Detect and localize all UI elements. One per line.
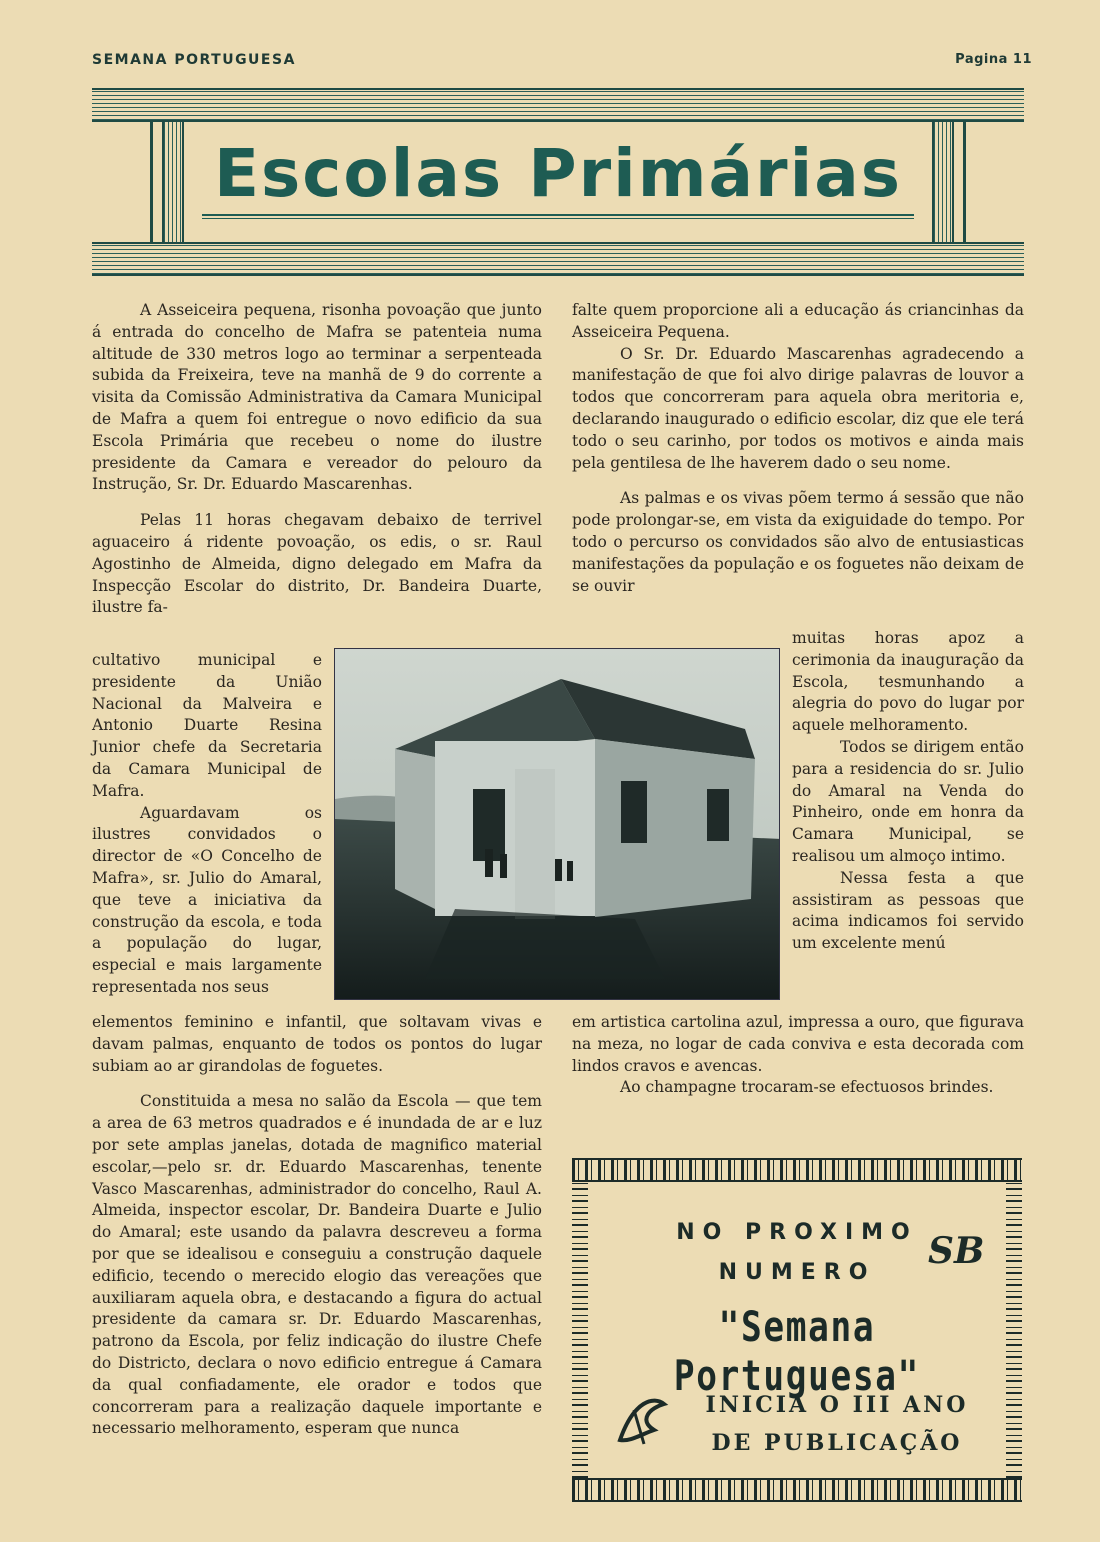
announcement-box <box>572 1158 1022 1502</box>
running-head <box>92 52 1032 76</box>
paragraph: Pelas 11 horas chegavam debaixo de terrivel aguaceiro á ridente povoação, os edis, o sr. Raul Agostinho de Almeida, digno delegado em Mafra da Inspecção Escolar do distrito, Dr. Bandeira Duarte, ilustre fa- <box>92 511 542 617</box>
paragraph: Constituida a mesa no salão da Escola — que tem a area de 63 metros quadrados e é inundada de ar e luz por sete amplas janelas, dotada de magnifico material escolar,—pelo sr. dr. Eduardo Mascarenhas, tenente Vasco Mascarenhas, administrador do concelho, Raul A. Almeida, inspector escolar, Dr. Bandeira Duarte e Julio do Amaral; este usando da palavra descreveu a forma por que se idealisou e conseguiu a construção daquele edificio, tecendo o merecido elogio das vereações que auxiliaram aquela obra, e destacando a figura do actual presidente da camara sr. Dr. Eduardo Mascarenhas, patrono da Escola, por feliz indicação do ilustre Chefe do Districto, declara o novo edificio entregue á Camara da qual confiadamente, ele orador e todos que concorreram para a realização daquele importante e necessario melhoramento, esperam que nunca <box>92 1092 542 1438</box>
title-hatch-top <box>92 88 1024 122</box>
column-1-wrap <box>92 650 322 999</box>
title-underline <box>202 214 914 216</box>
title-underline-thin <box>202 218 914 219</box>
announcement-line-5: DE PUBLICAÇÃO <box>711 1430 963 1456</box>
announcement-line-1: NO PROXIMO <box>676 1220 918 1245</box>
column-2-top <box>572 300 1024 597</box>
page-number: Pagina 11 <box>955 52 1032 67</box>
school-photograph <box>334 648 780 1000</box>
ornamental-border-bottom <box>572 1478 1022 1502</box>
column-1-top <box>92 300 542 619</box>
title-pillar-right <box>932 122 954 242</box>
ornamental-border-left <box>572 1182 588 1478</box>
announcement-line-4: INICIA O III ANO <box>705 1392 969 1418</box>
paragraph: cultativo municipal e presidente da União Nacional da Malveira e Antonio Duarte Resina Junior chefe da Secretaria da Camara Municipal de Mafra. <box>92 651 322 800</box>
title-pillar-left <box>162 122 184 242</box>
announcement-publication-name: "Semana Portuguesa" <box>673 1302 921 1400</box>
column-1-bottom <box>92 1012 542 1440</box>
monogram-flourish-icon <box>614 1390 670 1461</box>
title-hatch-bottom <box>92 242 1024 276</box>
paragraph: O Sr. Dr. Eduardo Mascarenhas agradecendo a manifestação de que foi alvo dirige palavras de louvor a todos que concorreram para aquela obra meritoria e, declarando inaugurado o edificio escolar, diz que ele terá todo o seu carinho, por todos os motivos e ainda mais pela gentilesa de lhe haverem dado o seu nome. <box>572 344 1024 472</box>
ornamental-border-right <box>1006 1182 1022 1478</box>
announcement-line-2: NUMERO <box>718 1260 876 1285</box>
column-2-bottom <box>572 1012 1024 1099</box>
title-banner <box>92 88 1024 276</box>
paragraph: Todos se dirigem então para a residencia do sr. Julio do Amaral na Venda do Pinheiro, onde em honra da Camara Municipal, se realisou um almoço intimo. <box>792 737 1024 865</box>
paragraph: Aguardavam os ilustres convidados o director de «O Concelho de Mafra», sr. Julio do Amaral, que teve a iniciativa da construção da escola, e toda a população do lugar, especial e mais largamente representada nos seus <box>92 803 322 996</box>
paragraph: A Asseiceira pequena, risonha povoação que junto á entrada do concelho de Mafra se patenteia numa altitude de 330 metros logo ao terminar a serpenteada subida da Freixeira, teve na manhã de 9 do corrente a visita da Comissão Administrativa da Camara Municipal de Mafra a quem foi entregue o novo edificio da sua Escola Primária que recebeu o nome do ilustre presidente da Camara e vereador do pelouro da Instrução, Sr. Dr. Eduardo Mascarenhas. <box>92 301 542 494</box>
paragraph: Nessa festa a que assistiram as pessoas que acima indicamos foi servido um excelente menú <box>792 868 1024 953</box>
paragraph: muitas horas apoz a cerimonia da inauguração da Escola, tesmunhando a alegria do povo do lugar por aquele melhoramento. <box>792 629 1024 735</box>
publication-name: SEMANA PORTUGUESA <box>92 52 296 68</box>
ornamental-border-top <box>572 1158 1022 1182</box>
paragraph: Ao champagne trocaram-se efectuosos brindes. <box>620 1078 994 1097</box>
paragraph: em artistica cartolina azul, impressa a ouro, que figurava na meza, no logar de cada conviva e esta decorada com lindos cravos e avencas. <box>572 1013 1024 1075</box>
paragraph: elementos feminino e infantil, que soltavam vivas e davam palmas, enquanto de todos os pontos do lugar subiam ao ar girandolas de foguetes. <box>92 1013 542 1075</box>
school-photo-image <box>335 649 780 1000</box>
column-2-wrap <box>792 628 1024 955</box>
paragraph: As palmas e os vivas põem termo á sessão que não pode prolongar-se, em vista da exiguidade do tempo. Por todo o percurso os convidados são alvo de entusiasticas manifestações da população e os foguetes não deixam de se ouvir <box>572 489 1024 595</box>
paragraph: falte quem proporcione ali a educação ás criancinhas da Asseiceira Pequena. <box>572 301 1024 341</box>
monogram-icon: SB <box>928 1230 985 1272</box>
article-title: Escolas Primárias <box>213 135 903 212</box>
